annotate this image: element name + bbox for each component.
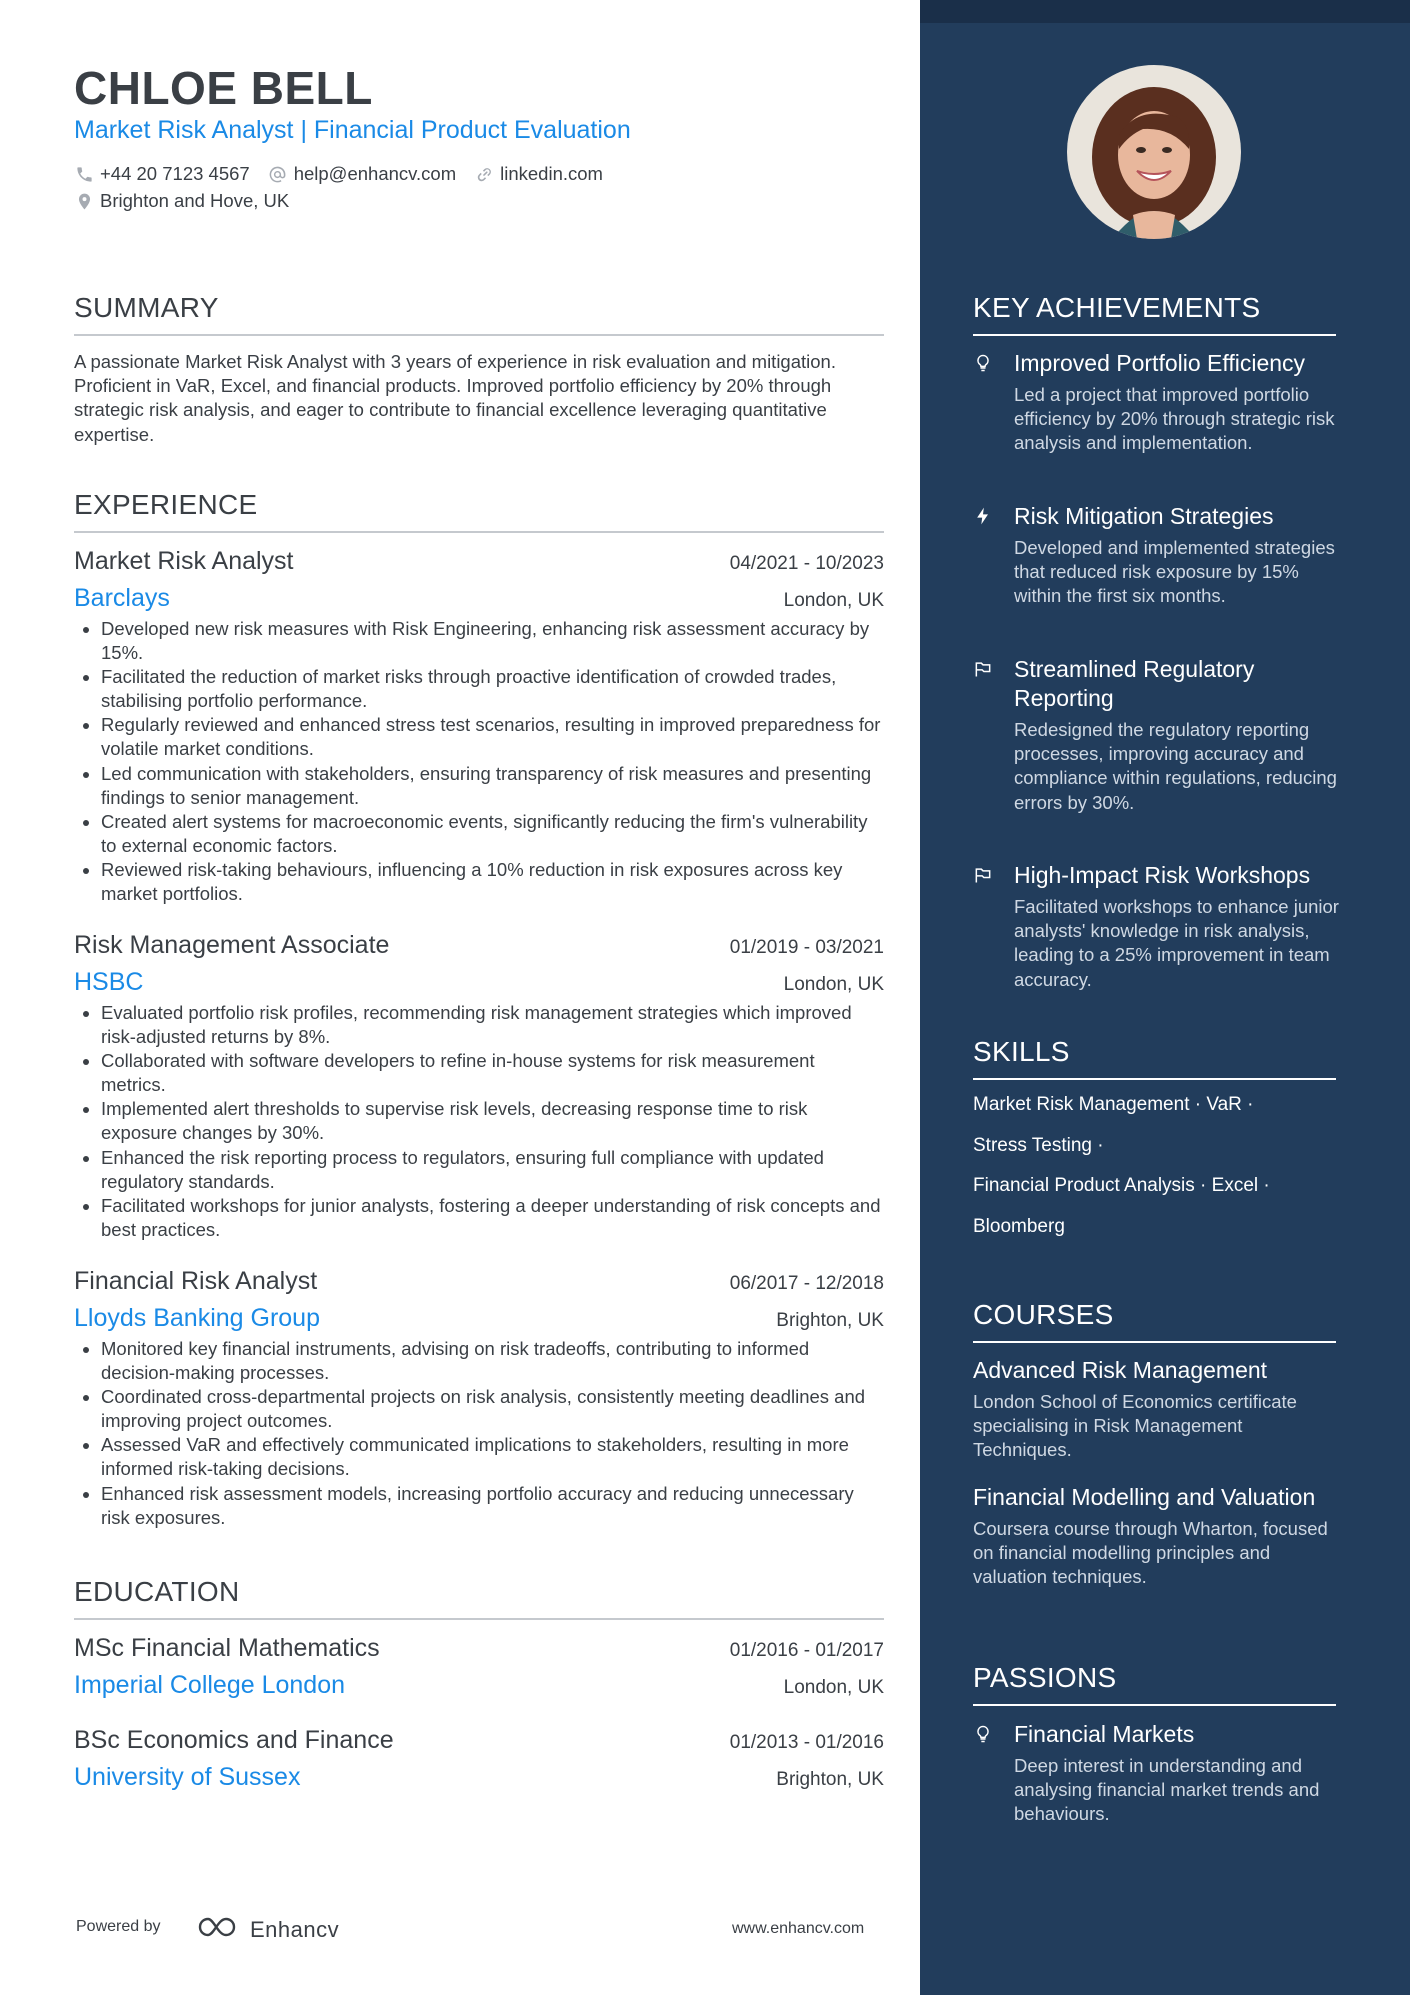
summary-heading: SUMMARY <box>74 292 884 336</box>
bullet-item: • Led communication with stakeholders, ensuring transparency of risk measures and presenting findings to senior management. <box>101 762 884 810</box>
achievement-title: High-Impact Risk Workshops <box>1014 862 1311 888</box>
achievement-item <box>973 502 1343 609</box>
bullet-item: • Reviewed risk-taking behaviours, influencing a 10% reduction in risk exposures across key market portfolios. <box>101 858 884 906</box>
passion-desc: Deep interest in understanding and analysing financial market trends and behaviours. <box>1014 1755 1320 1825</box>
bullet-item: • Facilitated workshops for junior analysts, fostering a deeper understanding of risk concepts and best practices. <box>101 1194 884 1242</box>
education-heading: EDUCATION <box>74 1576 884 1620</box>
passion-item <box>973 1720 1343 1827</box>
achievement-desc: Redesigned the regulatory reporting processes, improving accuracy and compliance within regulations, reducing errors by 30%. <box>1014 719 1337 813</box>
course-title: Advanced Risk Management <box>973 1357 1268 1383</box>
candidate-name: CHLOE BELL <box>74 62 373 114</box>
courses-heading: COURSES <box>973 1299 1336 1343</box>
at-icon <box>268 164 288 184</box>
school-name[interactable]: Imperial College London <box>74 1671 346 1699</box>
education-entry <box>74 1632 884 1700</box>
bullet-item: • Monitored key financial instruments, advising on risk tradeoffs, contributing to informed decision-making processes. <box>101 1337 884 1385</box>
achievement-title: Risk Mitigation Strategies <box>1014 503 1274 529</box>
bullet-item: • Enhanced the risk reporting process to regulators, ensuring full compliance with updated regulatory standards. <box>101 1146 884 1194</box>
job-entry <box>74 545 884 906</box>
skills-line: Stress Testing · <box>973 1135 1104 1156</box>
job-dates: 06/2017 - 12/2018 <box>729 1273 884 1294</box>
job-bullets <box>74 617 884 906</box>
contact-row <box>74 163 621 185</box>
degree-name: MSc Financial Mathematics <box>74 1634 380 1662</box>
achievement-item <box>973 349 1343 456</box>
contact-location <box>74 190 289 212</box>
bullet-item: • Assessed VaR and effectively communicated implications to stakeholders, resulting in more informed risk-taking decisions. <box>101 1433 884 1481</box>
skills-line: Bloomberg <box>973 1216 1065 1237</box>
footer-url[interactable]: www.enhancv.com <box>732 1920 865 1937</box>
email-text: help@enhancv.com <box>293 163 457 184</box>
job-entry <box>74 929 884 1242</box>
phone-icon <box>74 164 94 184</box>
course-item <box>973 1483 1336 1590</box>
course-title: Financial Modelling and Valuation <box>973 1484 1316 1510</box>
sidebar-top-bar <box>920 0 1410 23</box>
candidate-role: Market Risk Analyst | Financial Product Evaluation <box>74 116 631 144</box>
achievement-item <box>973 861 1343 992</box>
powered-by-label: Powered by <box>76 1918 161 1935</box>
bullet-item: • Collaborated with software developers to refine in-house systems for risk measurement metrics. <box>101 1049 884 1097</box>
job-bullets <box>74 1337 884 1530</box>
course-desc: London School of Economics certificate specialising in Risk Management Techniques. <box>973 1391 1297 1461</box>
profile-photo <box>1067 65 1241 239</box>
location-text: Brighton and Hove, UK <box>100 190 290 211</box>
course-desc: Coursera course through Wharton, focused on financial modelling principles and valuation techniques. <box>973 1518 1328 1588</box>
company-name[interactable]: Lloyds Banking Group <box>74 1304 320 1332</box>
lightbulb-icon <box>973 353 995 375</box>
bullet-item: • Implemented alert thresholds to supervise risk levels, decreasing response time to risk exposure changes by 30%. <box>101 1097 884 1145</box>
flag-icon <box>973 865 995 887</box>
bullet-item: • Coordinated cross-departmental projects on risk analysis, consistently meeting deadlines and improving project outcomes. <box>101 1385 884 1433</box>
enhancv-logo-text: Enhancv <box>250 1916 340 1942</box>
job-bullets <box>74 1001 884 1242</box>
education-dates: 01/2016 - 01/2017 <box>729 1640 884 1661</box>
job-dates: 04/2021 - 10/2023 <box>729 553 884 574</box>
achievements-heading: KEY ACHIEVEMENTS <box>973 292 1336 336</box>
company-name[interactable]: Barclays <box>74 584 170 612</box>
phone-text: +44 20 7123 4567 <box>100 163 250 184</box>
degree-name: BSc Economics and Finance <box>74 1726 394 1754</box>
job-dates: 01/2019 - 03/2021 <box>729 937 884 958</box>
bullet-item: • Evaluated portfolio risk profiles, recommending risk management strategies which improved risk-adjusted returns by 8%. <box>101 1001 884 1049</box>
bullet-item: • Facilitated the reduction of market risks through proactive identification of crowded trades, stabilising portfolio performance. <box>101 665 884 713</box>
passions-heading: PASSIONS <box>973 1662 1336 1706</box>
skills-heading: SKILLS <box>973 1036 1336 1080</box>
contact-row-2 <box>74 190 307 212</box>
job-title: Market Risk Analyst <box>74 547 294 575</box>
lightbulb-icon <box>973 1724 995 1746</box>
contact-phone <box>74 163 250 185</box>
job-title: Financial Risk Analyst <box>74 1267 318 1295</box>
school-location: Brighton, UK <box>776 1769 884 1790</box>
achievement-desc: Developed and implemented strategies that reduced risk exposure by 15% within the first six months. <box>1014 537 1335 607</box>
school-location: London, UK <box>783 1677 884 1698</box>
achievement-title: Improved Portfolio Efficiency <box>1014 350 1306 376</box>
achievement-title: Streamlined Regulatory Reporting <box>1014 656 1255 711</box>
bullet-item: • Created alert systems for macroeconomic events, significantly reducing the firm's vulnerability to external economic factors. <box>101 810 884 858</box>
lightning-icon <box>973 506 995 528</box>
experience-heading: EXPERIENCE <box>74 489 884 533</box>
skills-line: Market Risk Management · VaR · <box>973 1094 1254 1115</box>
achievement-desc: Facilitated workshops to enhance junior analysts' knowledge in risk analysis, leading to a 25% improvement in team accuracy. <box>1014 896 1339 990</box>
company-name[interactable]: HSBC <box>74 968 144 996</box>
education-dates: 01/2013 - 01/2016 <box>729 1732 884 1753</box>
enhancv-logo-icon <box>196 1914 242 1945</box>
contact-email[interactable] <box>268 163 456 185</box>
summary-text: A passionate Market Risk Analyst with 3 years of experience in risk evaluation and mitigation. Proficient in VaR, Excel, and financial products. Improved portfolio efficiency by 20% through strategic risk analysis, and eager to contribute to financial excellence leveraging quantitative expertise. <box>74 351 836 445</box>
linkedin-text: linkedin.com <box>500 163 603 184</box>
education-entry <box>74 1724 884 1792</box>
job-entry <box>74 1265 884 1530</box>
bullet-item: • Developed new risk measures with Risk Engineering, enhancing risk assessment accuracy by 15%. <box>101 617 884 665</box>
achievement-item <box>973 655 1343 815</box>
job-title: Risk Management Associate <box>74 931 390 959</box>
job-location: London, UK <box>783 974 884 995</box>
link-icon <box>474 164 494 184</box>
achievement-desc: Led a project that improved portfolio efficiency by 20% through strategic risk analysis and implementation. <box>1014 384 1335 454</box>
school-name[interactable]: University of Sussex <box>74 1763 301 1791</box>
bullet-item: • Regularly reviewed and enhanced stress test scenarios, resulting in improved preparedness for volatile market conditions. <box>101 713 884 761</box>
flag-icon <box>973 659 995 681</box>
passion-title: Financial Markets <box>1014 1721 1195 1747</box>
location-pin-icon <box>74 191 94 211</box>
skills-line: Financial Product Analysis · Excel · <box>973 1175 1270 1196</box>
enhancv-logo[interactable] <box>196 1914 339 1945</box>
course-item <box>973 1356 1336 1463</box>
job-location: Brighton, UK <box>776 1310 884 1331</box>
job-location: London, UK <box>783 590 884 611</box>
contact-linkedin[interactable] <box>474 163 603 185</box>
bullet-item: • Enhanced risk assessment models, increasing portfolio accuracy and reducing unnecessary risk exposures. <box>101 1482 884 1530</box>
